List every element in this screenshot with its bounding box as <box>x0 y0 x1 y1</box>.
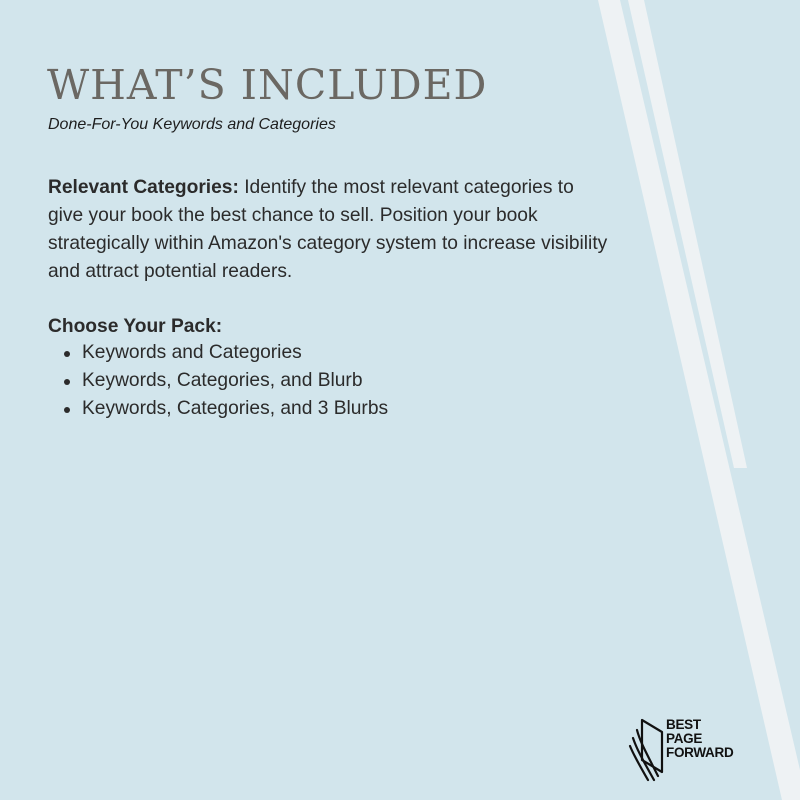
list-item: Keywords, Categories, and Blurb <box>82 367 388 395</box>
categories-paragraph <box>48 174 608 286</box>
page-subtitle: Done-For-You Keywords and Categories <box>48 116 336 133</box>
categories-description: Identify the most relevant categories to give your book the best chance to sell. Position your book strategically within Amazon's category system to increase visibility and attract potential readers. <box>48 177 608 282</box>
categories-label: Relevant Categories: <box>48 177 239 198</box>
brand-wordmark-line: FORWARD <box>666 745 734 760</box>
list-item: Keywords and Categories <box>82 339 388 367</box>
pack-list <box>82 339 388 423</box>
brand-logo <box>628 716 758 782</box>
list-item: Keywords, Categories, and 3 Blurbs <box>82 395 388 423</box>
stripe-short <box>628 0 747 468</box>
pack-heading: Choose Your Pack: <box>48 316 223 337</box>
stripe-long <box>598 0 800 800</box>
brand-wordmark-line: PAGE <box>666 731 703 746</box>
brand-wordmark-line: BEST <box>666 717 701 732</box>
book-pages-icon <box>628 716 668 782</box>
page-title: WHAT’S INCLUDED <box>47 61 488 109</box>
brand-wordmark <box>666 718 733 760</box>
